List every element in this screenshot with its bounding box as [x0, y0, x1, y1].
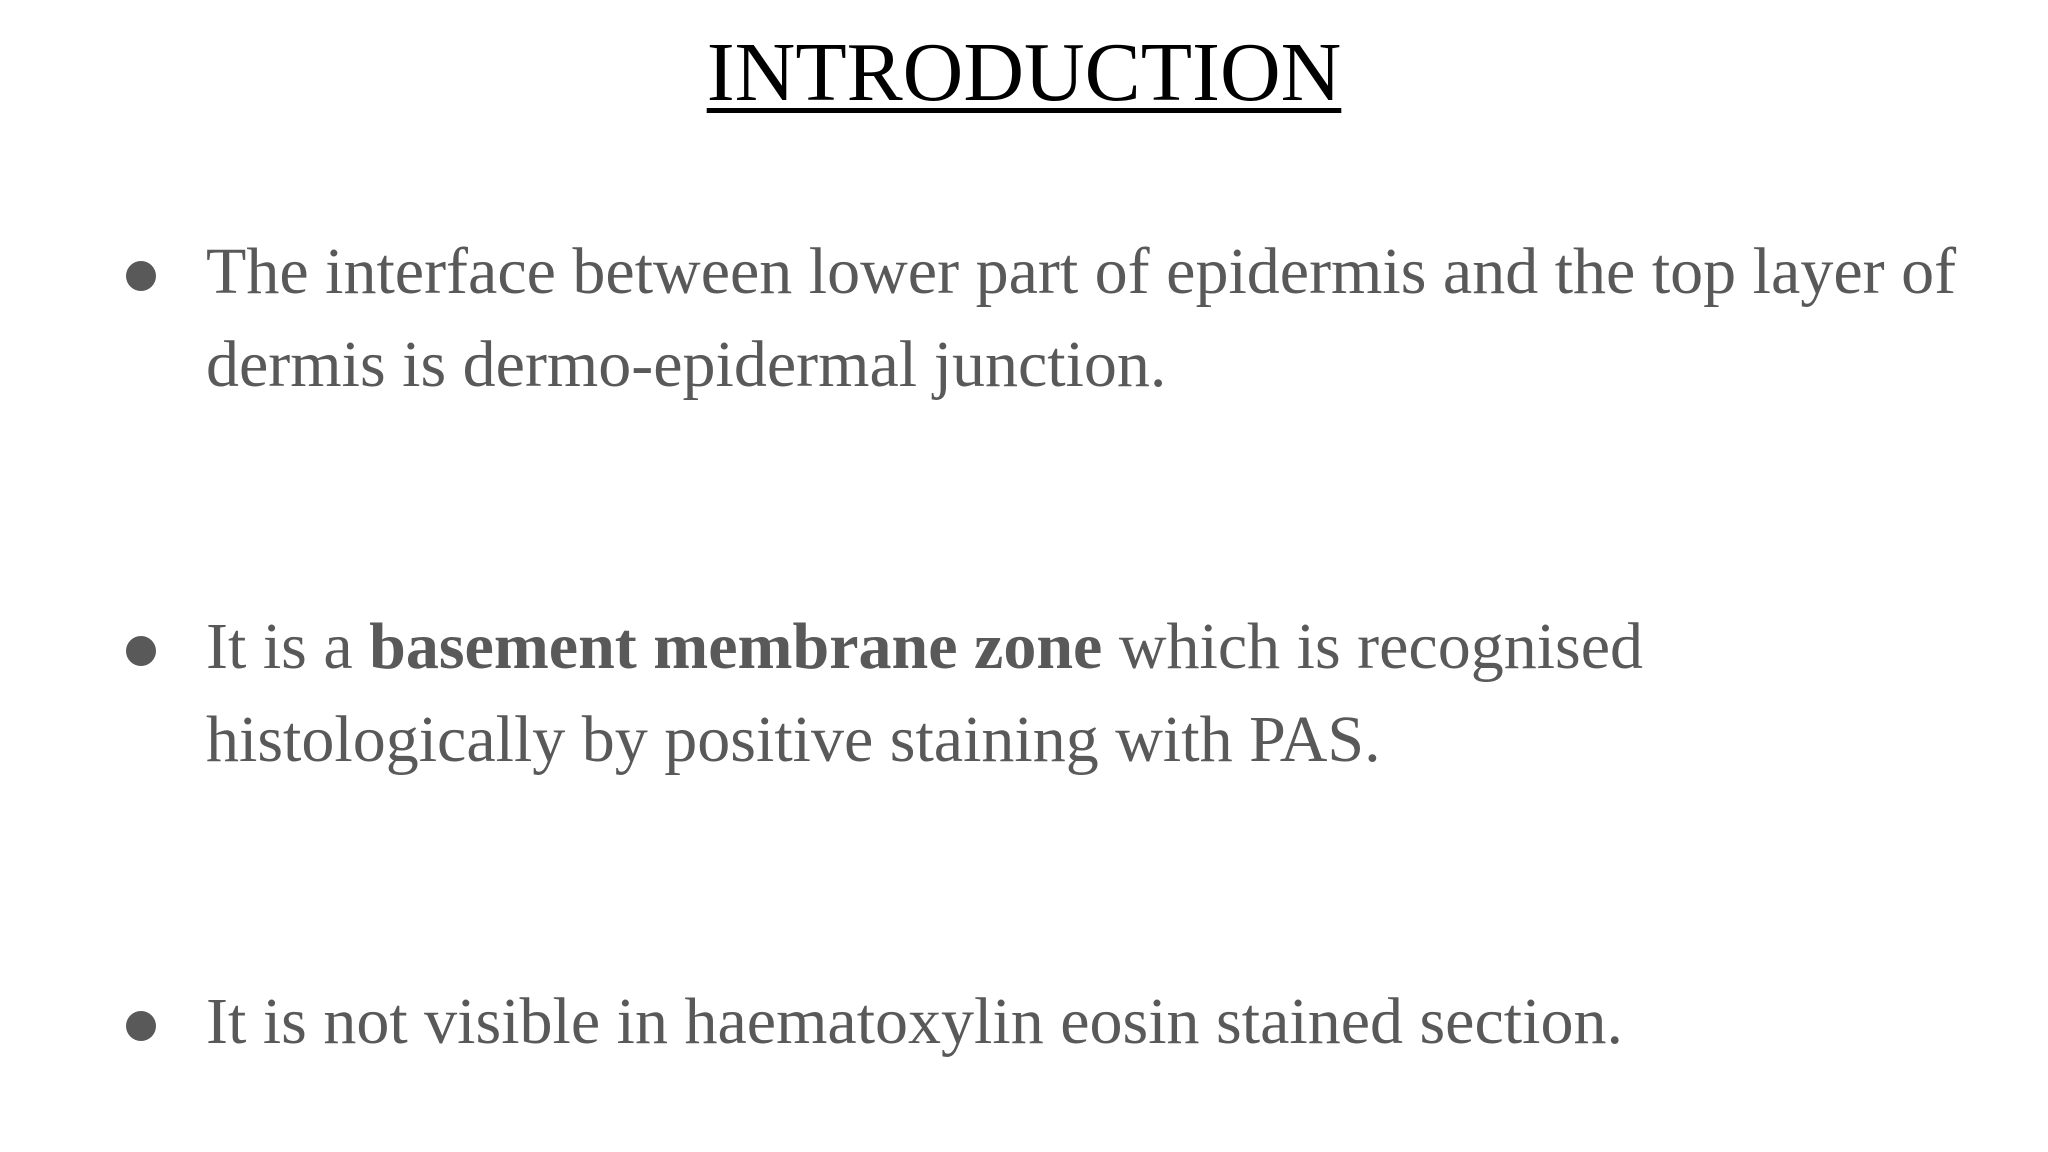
bullet-text-2-bold: basement membrane zone — [369, 610, 1103, 683]
bullet-text-3: It is not visible in haematoxylin eosin stained section. — [206, 985, 1623, 1058]
bullet-dot-icon — [126, 1011, 156, 1041]
bullet-text-2-prefix: It is a — [206, 610, 370, 683]
bullet-text-2 — [206, 600, 1986, 786]
slide-title: INTRODUCTION — [706, 26, 1342, 119]
bullet-dot-icon — [126, 636, 156, 666]
bullet-text-1: The interface between lower part of epidermis and the top layer of dermis is dermo-epidermal junction. — [206, 235, 1957, 401]
bullet-dot-icon — [126, 261, 156, 291]
bullet-text-2-suffix: which is recognised histologically by positive staining with PAS. — [206, 610, 1644, 776]
